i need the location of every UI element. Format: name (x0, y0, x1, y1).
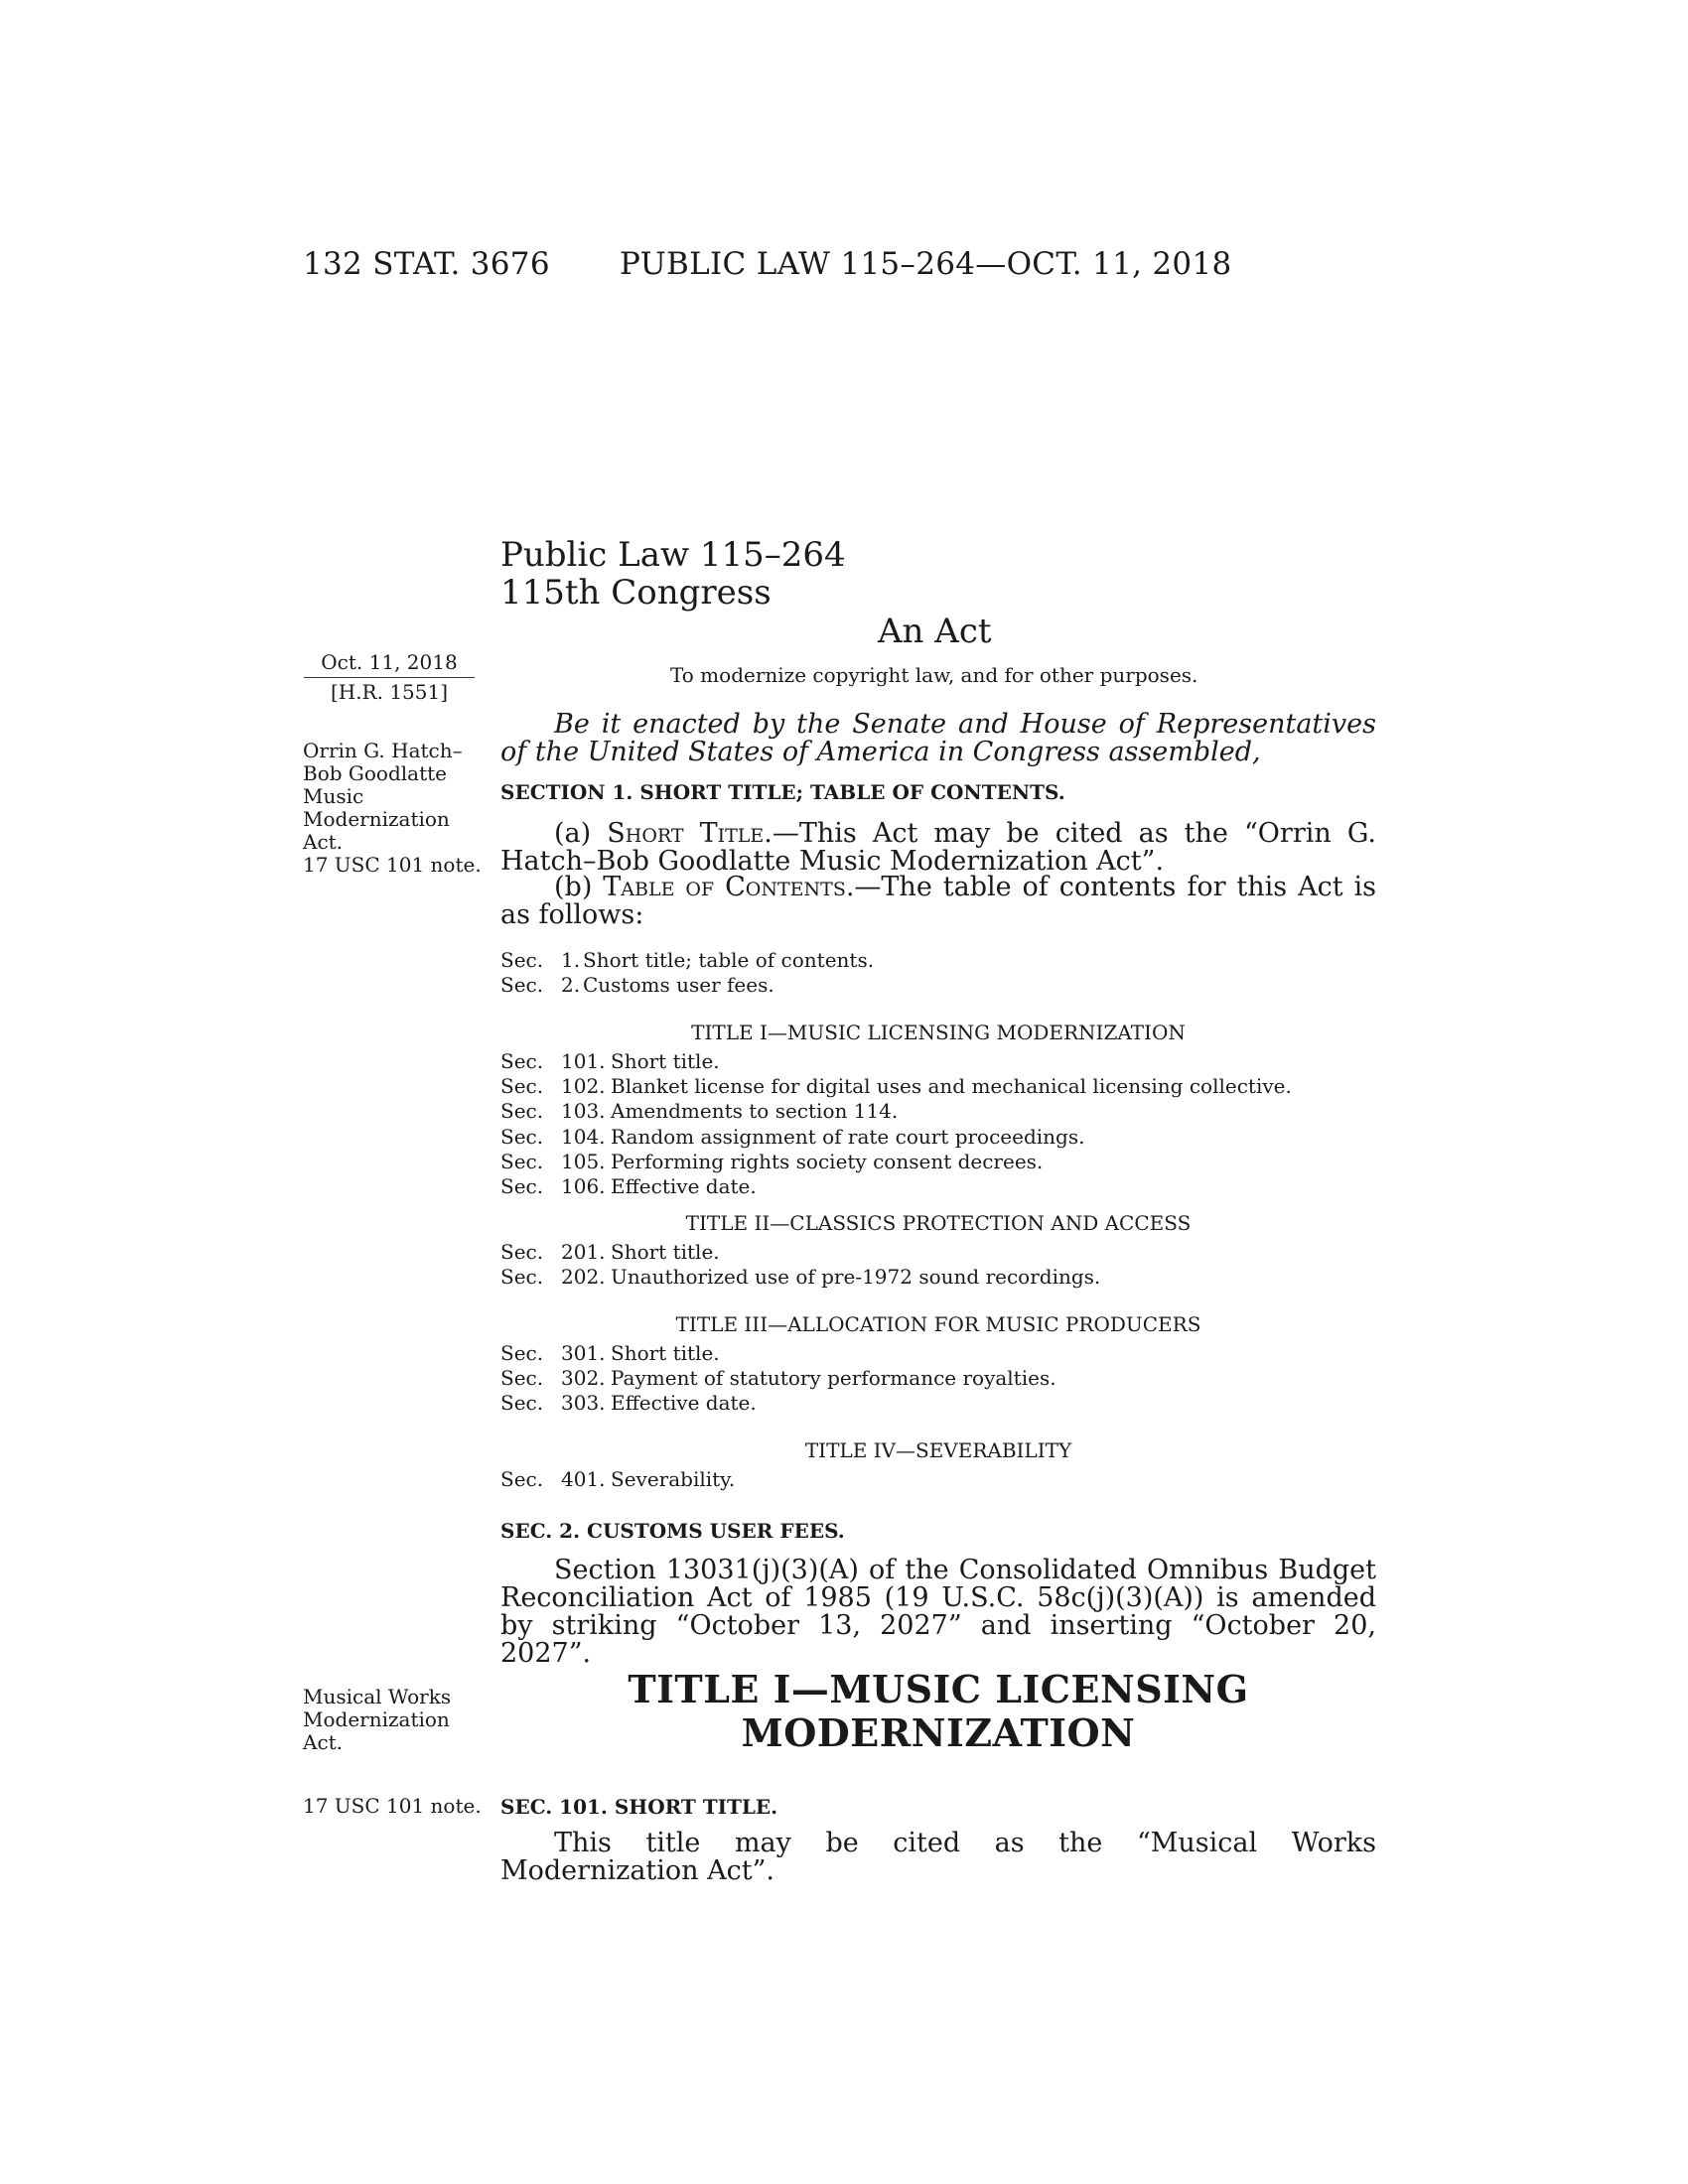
toc-entry (500, 1174, 1376, 1199)
toc-sec-word: Sec. (500, 1074, 544, 1099)
section-1-heading: SECTION 1. SHORT TITLE; TABLE OF CONTENTS. (500, 780, 1065, 804)
toc-entry (500, 1074, 1376, 1099)
subsection-label: (a) (554, 818, 608, 849)
toc-sec-word: Sec. (500, 948, 544, 972)
toc-title-heading: TITLE IV—SEVERABILITY (804, 1438, 1072, 1462)
toc-sec-word: Sec. (500, 1049, 544, 1073)
toc-entry-number: 202. (561, 1265, 606, 1290)
section-101-heading: SEC. 101. SHORT TITLE. (500, 1795, 778, 1819)
margin-note-sec101: 17 USC 101 note. (303, 1794, 482, 1818)
toc-entry-title: Short title. (611, 1049, 720, 1073)
toc-sec-word: Sec. (500, 973, 544, 998)
public-law-number: Public Law 115–264 (500, 535, 846, 575)
margin-note-line: Bob Goodlatte (303, 761, 447, 785)
section-1-subsection-b (500, 874, 1376, 929)
title-1-line: MODERNIZATION (741, 1710, 1136, 1755)
running-header-title: PUBLIC LAW 115–264—OCT. 11, 2018 (620, 246, 1232, 282)
margin-note-line: Orrin G. Hatch– (303, 739, 463, 762)
toc-entry-number: 2. (561, 973, 581, 998)
toc-entry-title: Random assignment of rate court proceedings. (611, 1124, 1085, 1149)
toc-title-3-entries (500, 1341, 1376, 1417)
toc-title-1-entries (500, 1049, 1376, 1199)
toc-sec-word: Sec. (500, 1366, 544, 1391)
toc-sec-word: Sec. (500, 1240, 544, 1264)
title-1-heading (500, 1668, 1376, 1755)
toc-entry (500, 1366, 1376, 1391)
toc-sec-word: Sec. (500, 1341, 544, 1365)
margin-note-line: Modernization (303, 807, 450, 831)
toc-entry-title: Unauthorized use of pre-1972 sound recordings. (611, 1265, 1101, 1290)
toc-entry-number: 401. (561, 1467, 606, 1491)
toc-entry-number: 302. (561, 1366, 606, 1391)
toc-entry-number: 101. (561, 1049, 606, 1073)
toc-entry-title: Short title; table of contents. (583, 948, 875, 972)
toc-entry-title: Severability. (611, 1467, 736, 1491)
toc-sec-word: Sec. (500, 1265, 544, 1290)
toc-sec-word: Sec. (500, 1099, 544, 1124)
toc-entry (500, 1150, 1376, 1174)
toc-entry-title: Blanket license for digital uses and mechanical licensing collective. (611, 1074, 1292, 1099)
margin-note-line: Act. (303, 1730, 344, 1754)
margin-note-line: Music (303, 784, 364, 808)
congress-number: 115th Congress (500, 573, 772, 613)
margin-note-title1 (303, 1686, 451, 1754)
toc-title-4-entries (500, 1467, 1376, 1492)
toc-title-heading: TITLE I—MUSIC LICENSING MODERNIZATION (691, 1021, 1186, 1044)
section-2-heading: SEC. 2. CUSTOMS USER FEES. (500, 1519, 845, 1543)
toc-entry-number: 105. (561, 1149, 606, 1173)
toc-entry (500, 973, 1376, 998)
toc-entry-number: 102. (561, 1074, 606, 1099)
section-101-text: This title may be cited as the “Musical Works Modernization Act”. (500, 1828, 1376, 1886)
subsection-text: .—This Act may be cited as the “Orrin G. Hatch–Bob Goodlatte Music Modernization Act”. (500, 818, 1377, 877)
enactment-date: Oct. 11, 2018 (321, 650, 458, 674)
toc-entry (500, 948, 1376, 973)
margin-note-line: 17 USC 101 note. (303, 853, 482, 877)
toc-sec-word: Sec. (500, 1391, 544, 1416)
toc-title-heading: TITLE II—CLASSICS PROTECTION AND ACCESS (685, 1211, 1192, 1235)
toc-entry-number: 103. (561, 1099, 606, 1124)
toc-entry-number: 303. (561, 1391, 606, 1416)
toc-entry-title: Effective date. (611, 1173, 757, 1198)
toc-entry-title: Amendments to section 114. (611, 1099, 899, 1124)
section-1-subsection-a (500, 820, 1376, 876)
enacting-clause: Be it enacted by the Senate and House of Representatives of the United States of America in Congress assembled, (500, 709, 1376, 767)
margin-date-box (304, 650, 475, 704)
toc-entry-number: 104. (561, 1124, 606, 1149)
toc-sec-word: Sec. (500, 1149, 544, 1173)
page-stat-number: 132 STAT. 3676 (303, 246, 550, 282)
section-2-text: Section 13031(j)(3)(A) of the Consolidated Omnibus Budget Reconciliation Act of 1985 (19 U.S.C. 58c(j)(3)(A)) is amended by striking “October 13, 2027” and inserting “October 20, 2027”. (500, 1555, 1376, 1669)
toc-entry (500, 1125, 1376, 1150)
toc-entry-number: 201. (561, 1240, 606, 1264)
toc-entry-title: Effective date. (611, 1391, 757, 1416)
toc-entry-number: 301. (561, 1341, 606, 1365)
subsection-label: (b) (554, 872, 604, 902)
toc-entry-title: Performing rights society consent decrees. (611, 1149, 1044, 1173)
margin-note-line: Musical Works (303, 1685, 452, 1708)
toc-general (500, 948, 1376, 998)
toc-entry-title: Customs user fees. (583, 973, 774, 998)
toc-entry (500, 1341, 1376, 1366)
toc-entry (500, 1265, 1376, 1290)
an-act-heading: An Act (878, 612, 992, 651)
toc-entry-number: 1. (561, 948, 581, 972)
purpose-statement: To modernize copyright law, and for other purposes. (670, 663, 1198, 687)
toc-entry (500, 1391, 1376, 1416)
toc-entry (500, 1467, 1376, 1492)
toc-entry (500, 1240, 1376, 1265)
subsection-caption: Table of Contents (603, 872, 846, 902)
subsection-caption: Short Title (607, 818, 765, 849)
toc-entry-title: Short title. (611, 1341, 720, 1365)
bill-number: [H.R. 1551] (330, 680, 449, 704)
toc-entry (500, 1099, 1376, 1124)
date-divider (304, 677, 475, 678)
toc-entry-title: Short title. (611, 1240, 720, 1264)
margin-note-short-title (303, 740, 482, 877)
toc-title-heading: TITLE III—ALLOCATION FOR MUSIC PRODUCERS (675, 1312, 1201, 1336)
toc-sec-word: Sec. (500, 1173, 544, 1198)
toc-entry (500, 1049, 1376, 1074)
margin-note-line: Act. (303, 830, 344, 854)
title-1-line: TITLE I—MUSIC LICENSING (628, 1667, 1249, 1711)
margin-note-line: Modernization (303, 1707, 450, 1731)
toc-title-2-entries (500, 1240, 1376, 1290)
subsection-text: .—The table of contents for this Act is as follows: (500, 872, 1377, 930)
toc-sec-word: Sec. (500, 1124, 544, 1149)
toc-entry-title: Payment of statutory performance royalties. (611, 1366, 1056, 1391)
toc-entry-number: 106. (561, 1173, 606, 1198)
toc-sec-word: Sec. (500, 1467, 544, 1491)
